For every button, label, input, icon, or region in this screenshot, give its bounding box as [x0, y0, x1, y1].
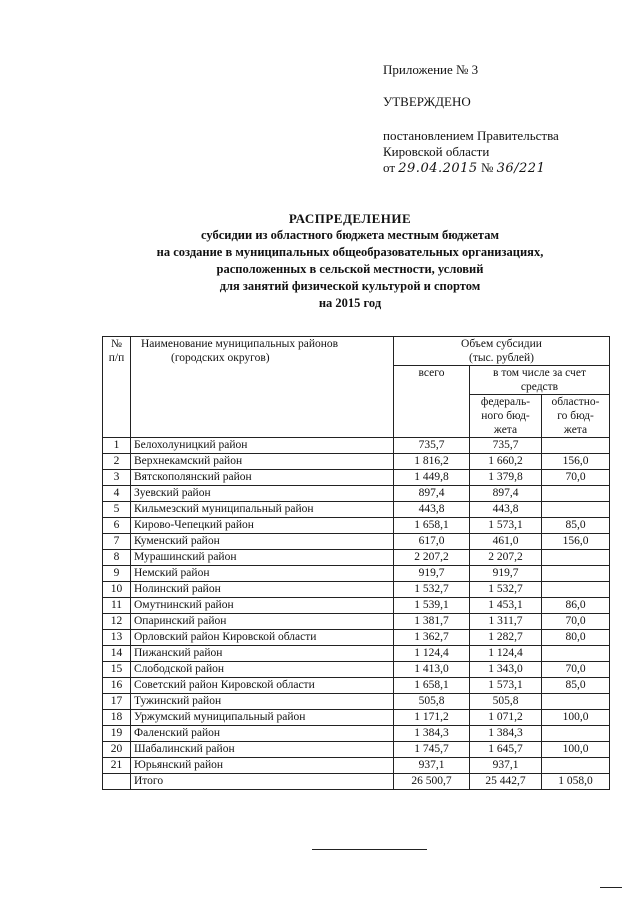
row-district: Шабалинский район	[131, 742, 394, 758]
row-federal: 1 124,4	[470, 646, 542, 662]
row-regional	[542, 758, 610, 774]
table-row	[103, 742, 610, 758]
row-number: 1	[103, 438, 131, 454]
total-regional: 1 058,0	[542, 774, 610, 790]
row-regional	[542, 550, 610, 566]
table-row	[103, 534, 610, 550]
row-district: Омутнинский район	[131, 598, 394, 614]
row-total: 505,8	[394, 694, 470, 710]
header-volume: Объем субсидии (тыс. рублей)	[394, 337, 610, 366]
row-district: Верхнекамский район	[131, 454, 394, 470]
row-total: 1 658,1	[394, 518, 470, 534]
row-district: Опаринский район	[131, 614, 394, 630]
row-total: 1 362,7	[394, 630, 470, 646]
row-district: Орловский район Кировской области	[131, 630, 394, 646]
row-total: 1 124,4	[394, 646, 470, 662]
appendix-label: Приложение № 3	[383, 62, 479, 77]
row-number: 6	[103, 518, 131, 534]
document-title	[60, 210, 640, 312]
row-federal: 735,7	[470, 438, 542, 454]
title-line-2: на создание в муниципальных общеобразовательных организациях,	[156, 245, 544, 259]
row-federal: 1 384,3	[470, 726, 542, 742]
table-row	[103, 550, 610, 566]
title-line-4: для занятий физической культурой и спортом	[219, 279, 481, 293]
row-regional: 156,0	[542, 534, 610, 550]
row-district: Советский район Кировской области	[131, 678, 394, 694]
row-regional	[542, 566, 610, 582]
row-federal: 1 343,0	[470, 662, 542, 678]
row-district: Немский район	[131, 566, 394, 582]
row-number: 16	[103, 678, 131, 694]
row-regional: 70,0	[542, 662, 610, 678]
row-regional	[542, 486, 610, 502]
corner-mark	[600, 887, 622, 888]
row-district: Уржумский муниципальный район	[131, 710, 394, 726]
table-row	[103, 694, 610, 710]
row-number: 12	[103, 614, 131, 630]
row-number: 8	[103, 550, 131, 566]
row-total: 617,0	[394, 534, 470, 550]
row-total: 443,8	[394, 502, 470, 518]
table-row	[103, 630, 610, 646]
title-line-1: субсидии из областного бюджета местным бюджетам	[201, 228, 499, 242]
row-number: 18	[103, 710, 131, 726]
row-number: 3	[103, 470, 131, 486]
row-district: Нолинский район	[131, 582, 394, 598]
row-number: 15	[103, 662, 131, 678]
row-federal: 897,4	[470, 486, 542, 502]
row-federal: 1 453,1	[470, 598, 542, 614]
row-number: 2	[103, 454, 131, 470]
row-regional	[542, 502, 610, 518]
row-district: Мурашинский район	[131, 550, 394, 566]
row-number: 13	[103, 630, 131, 646]
row-regional: 86,0	[542, 598, 610, 614]
row-number: 9	[103, 566, 131, 582]
row-total: 1 658,1	[394, 678, 470, 694]
row-number: 5	[103, 502, 131, 518]
row-federal: 1 660,2	[470, 454, 542, 470]
row-federal: 1 071,2	[470, 710, 542, 726]
table-row	[103, 486, 610, 502]
row-total: 919,7	[394, 566, 470, 582]
table-row	[103, 438, 610, 454]
total-row	[103, 774, 610, 790]
row-federal: 1 532,7	[470, 582, 542, 598]
approval-block	[383, 62, 559, 177]
row-number: 19	[103, 726, 131, 742]
table-row	[103, 726, 610, 742]
table-row	[103, 582, 610, 598]
table-row	[103, 662, 610, 678]
row-total: 1 171,2	[394, 710, 470, 726]
table-row	[103, 678, 610, 694]
row-number: 10	[103, 582, 131, 598]
row-district: Тужинский район	[131, 694, 394, 710]
table-row	[103, 454, 610, 470]
row-total: 1 449,8	[394, 470, 470, 486]
row-federal: 937,1	[470, 758, 542, 774]
row-total: 2 207,2	[394, 550, 470, 566]
row-federal: 919,7	[470, 566, 542, 582]
row-district: Белохолуницкий район	[131, 438, 394, 454]
table-row	[103, 646, 610, 662]
row-regional: 100,0	[542, 710, 610, 726]
row-number: 20	[103, 742, 131, 758]
table-row	[103, 470, 610, 486]
table-row	[103, 598, 610, 614]
row-federal: 1 311,7	[470, 614, 542, 630]
row-total: 735,7	[394, 438, 470, 454]
approved-label: УТВЕРЖДЕНО	[383, 94, 471, 109]
row-regional: 70,0	[542, 470, 610, 486]
table-row	[103, 710, 610, 726]
title-main: РАСПРЕДЕЛЕНИЕ	[288, 211, 412, 226]
table-row	[103, 518, 610, 534]
title-line-5: на 2015 год	[318, 296, 382, 310]
decree-line-2: Кировской области	[383, 144, 490, 159]
row-federal: 1 573,1	[470, 518, 542, 534]
total-row-number	[103, 774, 131, 790]
table-row	[103, 614, 610, 630]
row-regional	[542, 726, 610, 742]
row-number: 21	[103, 758, 131, 774]
row-regional	[542, 582, 610, 598]
title-line-3: расположенных в сельской местности, условий	[216, 262, 484, 276]
header-name: Наименование муниципальных районов (городских округов)	[131, 337, 394, 438]
row-district: Зуевский район	[131, 486, 394, 502]
total-federal: 25 442,7	[470, 774, 542, 790]
number-label: №	[480, 160, 494, 175]
row-regional	[542, 438, 610, 454]
row-federal: 1 645,7	[470, 742, 542, 758]
header-num: № п/п	[103, 337, 131, 438]
row-district: Кильмезский муниципальный район	[131, 502, 394, 518]
handwritten-date: 29.04.2015	[398, 161, 478, 176]
row-federal: 1 573,1	[470, 678, 542, 694]
row-federal: 461,0	[470, 534, 542, 550]
row-number: 11	[103, 598, 131, 614]
row-number: 7	[103, 534, 131, 550]
row-total: 1 539,1	[394, 598, 470, 614]
header-federal: федераль- ного бюд- жета	[470, 395, 542, 438]
row-number: 14	[103, 646, 131, 662]
subsidy-table	[102, 336, 610, 790]
row-federal: 443,8	[470, 502, 542, 518]
row-district: Юрьянский район	[131, 758, 394, 774]
row-regional: 85,0	[542, 518, 610, 534]
row-total: 897,4	[394, 486, 470, 502]
table-row	[103, 566, 610, 582]
row-total: 1 532,7	[394, 582, 470, 598]
row-total: 1 384,3	[394, 726, 470, 742]
row-total: 1 413,0	[394, 662, 470, 678]
total-sum: 26 500,7	[394, 774, 470, 790]
row-regional	[542, 694, 610, 710]
row-number: 17	[103, 694, 131, 710]
header-total: всего	[394, 366, 470, 438]
row-regional: 100,0	[542, 742, 610, 758]
total-label: Итого	[131, 774, 394, 790]
row-regional	[542, 646, 610, 662]
row-regional: 85,0	[542, 678, 610, 694]
decree-date-line	[383, 160, 559, 177]
row-regional: 70,0	[542, 614, 610, 630]
row-regional: 80,0	[542, 630, 610, 646]
row-district: Слободской район	[131, 662, 394, 678]
table-row	[103, 502, 610, 518]
row-total: 1 381,7	[394, 614, 470, 630]
footer-divider	[312, 849, 427, 850]
row-total: 1 745,7	[394, 742, 470, 758]
row-regional: 156,0	[542, 454, 610, 470]
row-district: Вятскополянский район	[131, 470, 394, 486]
row-federal: 2 207,2	[470, 550, 542, 566]
decree-line-1: постановлением Правительства	[383, 128, 559, 143]
table-body	[103, 438, 610, 790]
from-label: от	[383, 160, 396, 175]
row-total: 937,1	[394, 758, 470, 774]
row-federal: 1 379,8	[470, 470, 542, 486]
header-including: в том числе за счет средств	[470, 366, 610, 395]
header-regional: областно- го бюд- жета	[542, 395, 610, 438]
row-district: Куменский район	[131, 534, 394, 550]
row-district: Пижанский район	[131, 646, 394, 662]
handwritten-number: 36/221	[496, 161, 546, 176]
table-row	[103, 758, 610, 774]
row-total: 1 816,2	[394, 454, 470, 470]
row-district: Фаленский район	[131, 726, 394, 742]
row-district: Кирово-Чепецкий район	[131, 518, 394, 534]
row-number: 4	[103, 486, 131, 502]
row-federal: 505,8	[470, 694, 542, 710]
row-federal: 1 282,7	[470, 630, 542, 646]
